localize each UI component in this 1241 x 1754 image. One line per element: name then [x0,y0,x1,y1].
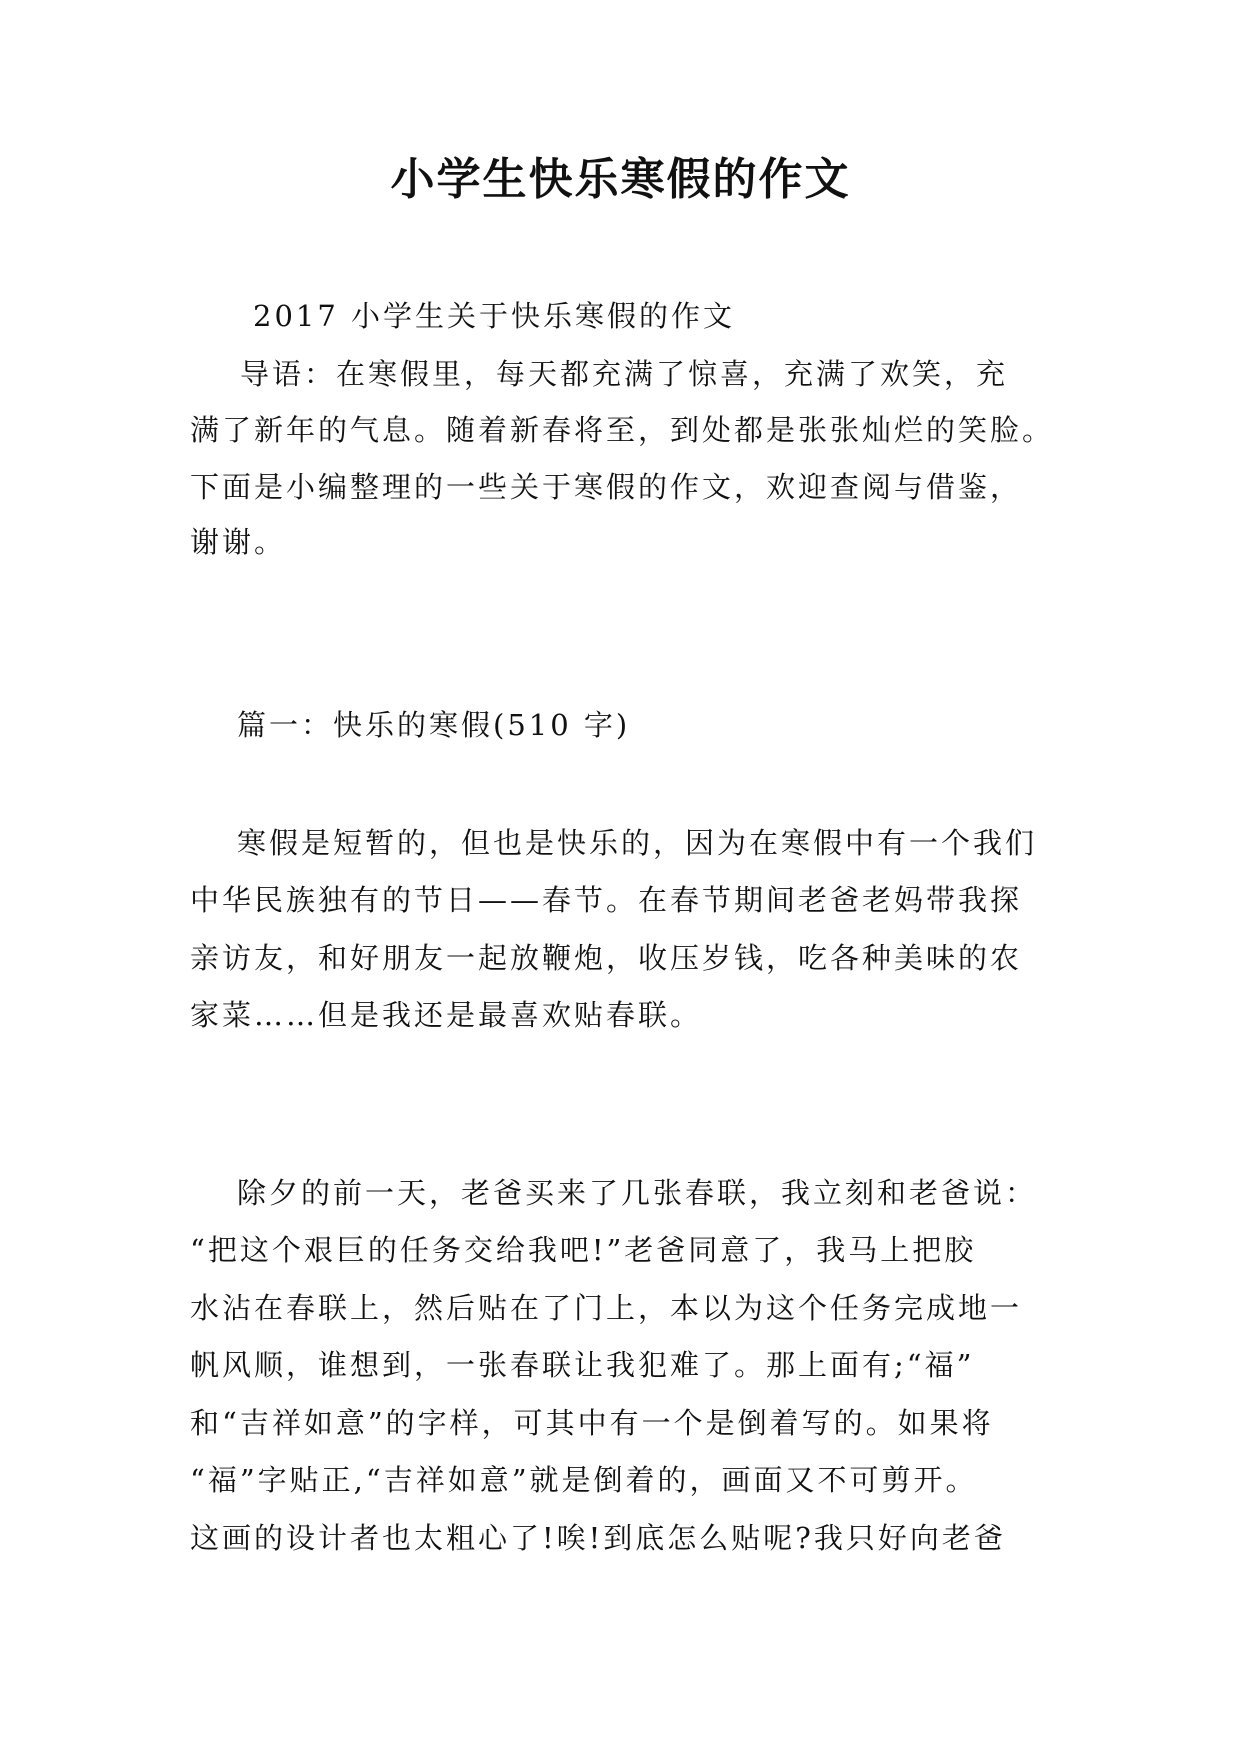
intro-line: 满了新年的气息。随着新春将至，到处都是张张灿烂的笑脸。 [190,413,1055,447]
paragraph-line: 寒假是短暂的，但也是快乐的，因为在寒假中有一个我们 [237,826,1038,860]
paragraph-line: “福”字贴正,“吉祥如意”就是倒着的，画面又不可剪开。 [190,1463,978,1497]
paragraph-line: 帆风顺，谁想到，一张春联让我犯难了。那上面有;“福” [190,1348,975,1382]
intro-line: 下面是小编整理的一些关于寒假的作文，欢迎查阅与借鉴， [190,470,1023,504]
intro-line: 谢谢。 [190,525,287,559]
paragraph-line: 和“吉祥如意”的字样，可其中有一个是倒着写的。如果将 [190,1406,994,1440]
paragraph-line: 这画的设计者也太粗心了!唉!到底怎么贴呢?我只好向老爸 [190,1521,1006,1555]
paragraph-line: 中华民族独有的节日——春节。在春节期间老爸老妈带我探 [190,883,1023,917]
paragraph-line: “把这个艰巨的任务交给我吧!”老爸同意了，我马上把胶 [190,1233,977,1267]
document-subtitle: 2017 小学生关于快乐寒假的作文 [253,299,736,333]
intro-line: 导语：在寒假里，每天都充满了惊喜，充满了欢笑，充 [240,357,1009,391]
paragraph-line: 亲访友，和好朋友一起放鞭炮，收压岁钱，吃各种美味的农 [190,941,1023,975]
paragraph-line: 水沾在春联上，然后贴在了门上，本以为这个任务完成地一 [190,1291,1023,1325]
document-title: 小学生快乐寒假的作文 [390,154,851,205]
section-heading: 篇一：快乐的寒假(510 字) [237,708,631,742]
paragraph-line: 家菜……但是我还是最喜欢贴春联。 [190,998,703,1032]
paragraph-line: 除夕的前一天，老爸买来了几张春联，我立刻和老爸说： [237,1176,1038,1210]
